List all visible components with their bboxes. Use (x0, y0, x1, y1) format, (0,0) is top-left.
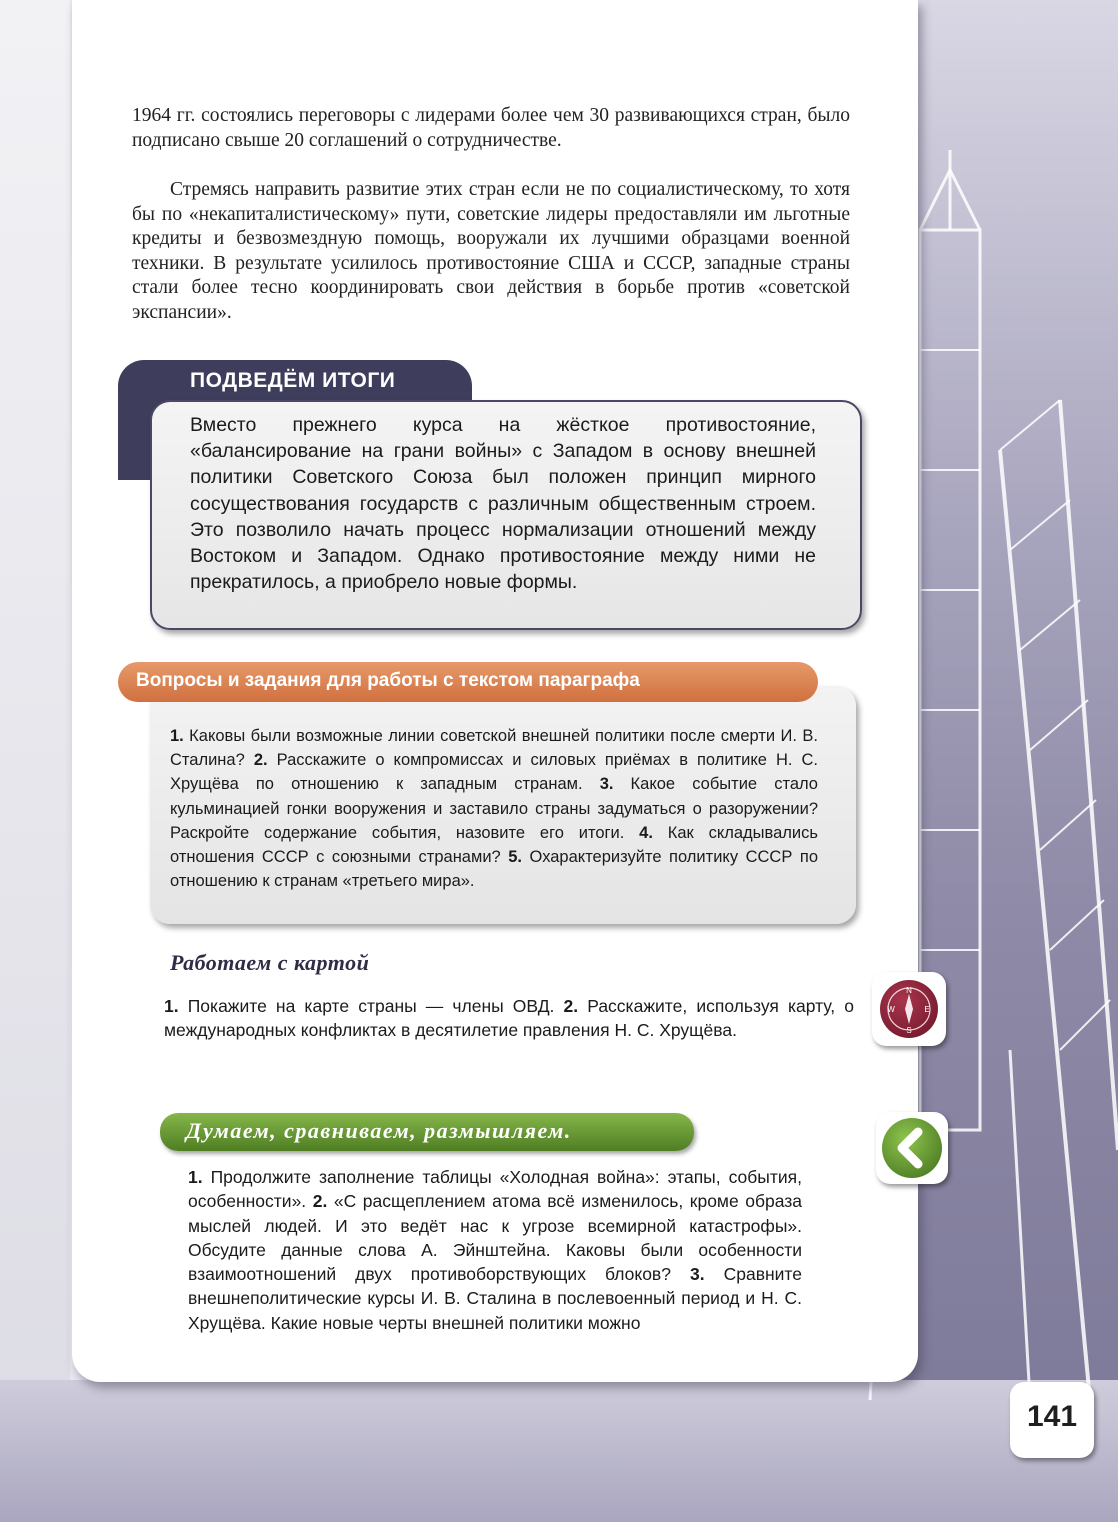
compass-n: N (906, 986, 912, 995)
compass-button[interactable] (872, 972, 946, 1046)
question-number: 2. (253, 751, 268, 770)
map-section-title: Работаем с картой (170, 950, 370, 975)
think-task-text: Сравните внешнеполитические курсы И. В. Сталина в послевоенный период и Н. С. Хрущёва. Какие новые черты внешней политики можно (188, 1264, 802, 1333)
questions-title: Вопросы и задания для работы с текстом параграфа (136, 670, 640, 691)
think-section-text (188, 1165, 802, 1335)
question-text: Какое событие стало кульминацией гонки вооружения и заставило страны задуматься о разоружении? Раскройте содержание события, назовите его итоги. (170, 775, 818, 842)
question-number: 1. (170, 727, 184, 745)
question-number: 4. (639, 823, 653, 842)
think-task-number: 1. (188, 1167, 203, 1187)
summary-title: ПОДВЕДЁМ ИТОГИ (190, 369, 396, 392)
paragraph-2: Стремясь направить развитие этих стран если не по социалистическому, то хотя бы по «некапиталистическому» пути, советские лидеры предоставляли им льготные кредиты и безвозмездную помощь, вооружали их лучшими образцами военной техники. В результате усилилось противостояние США и СССР, западные страны стали более тесно координировать свои действия в борьбе против «советской экспансии». (132, 179, 850, 323)
map-task-text: Расскажите, используя карту, о международных конфликтах в десятилетие правления Н. С. Хрущёва. (164, 996, 854, 1040)
think-task-text: «С расщеплением атома всё изменилось, кроме образа мыслей людей. И это ведёт нас к угрозе всемирной катастрофы». Обсудите данные слова А. Эйнштейна. Каковы были особенности взаимоотношений двух противоборствующих блоков? (188, 1191, 803, 1285)
think-task-text: Продолжите заполнение таблицы «Холодная война»: этапы, события, особенности». (188, 1167, 802, 1212)
think-section-title: Думаем, сравниваем, размышляем. (186, 1118, 572, 1143)
think-task-number: 2. (312, 1191, 328, 1212)
compass-w: W (887, 1005, 895, 1014)
map-section-text (164, 995, 854, 1042)
back-button[interactable] (876, 1112, 948, 1184)
question-text: Каковы были возможные линии советской внешней политики после смерти И. В. Сталина? (170, 727, 818, 770)
think-task-number: 3. (689, 1264, 705, 1285)
question-text: Как складывались отношения СССР с союзными странами? (170, 823, 818, 867)
paragraph-1: 1964 гг. состоялись переговоры с лидерами более чем 30 развивающихся стран, было подписано свыше 20 соглашений о сотрудничестве. (132, 105, 850, 151)
question-number: 3. (599, 775, 614, 794)
compass-s: S (906, 1026, 912, 1035)
summary-text: Вместо прежнего курса на жёсткое противостояние, «балансирование на грани войны» с Западом в основу внешней политики Советского Союза был положен принцип мирного сосуществования государств с различным общественным строем. Это позволило начать процесс нормализации отношений между Востоком и Западом. Однако противостояние между ними не прекратилось, а приобрело новые формы. (190, 414, 816, 594)
question-number: 5. (508, 848, 523, 867)
back-arrow-icon (882, 1118, 942, 1178)
questions-text (170, 724, 818, 893)
map-task-number: 2. (563, 996, 579, 1016)
compass-icon (880, 980, 938, 1038)
background-left (0, 0, 70, 1522)
question-text: Расскажите о компромиссах и силовых приёмах в политике Н. С. Хрущёва по отношению к западным странам. (170, 751, 819, 794)
compass-e: E (924, 1005, 930, 1014)
map-task-number: 1. (164, 996, 179, 1016)
question-text: Охарактеризуйте политику СССР по отношению к странам «третьего мира». (170, 848, 818, 891)
map-task-text: Покажите на карте страны — члены ОВД. (178, 996, 564, 1016)
page-number: 141 (1026, 1400, 1078, 1433)
